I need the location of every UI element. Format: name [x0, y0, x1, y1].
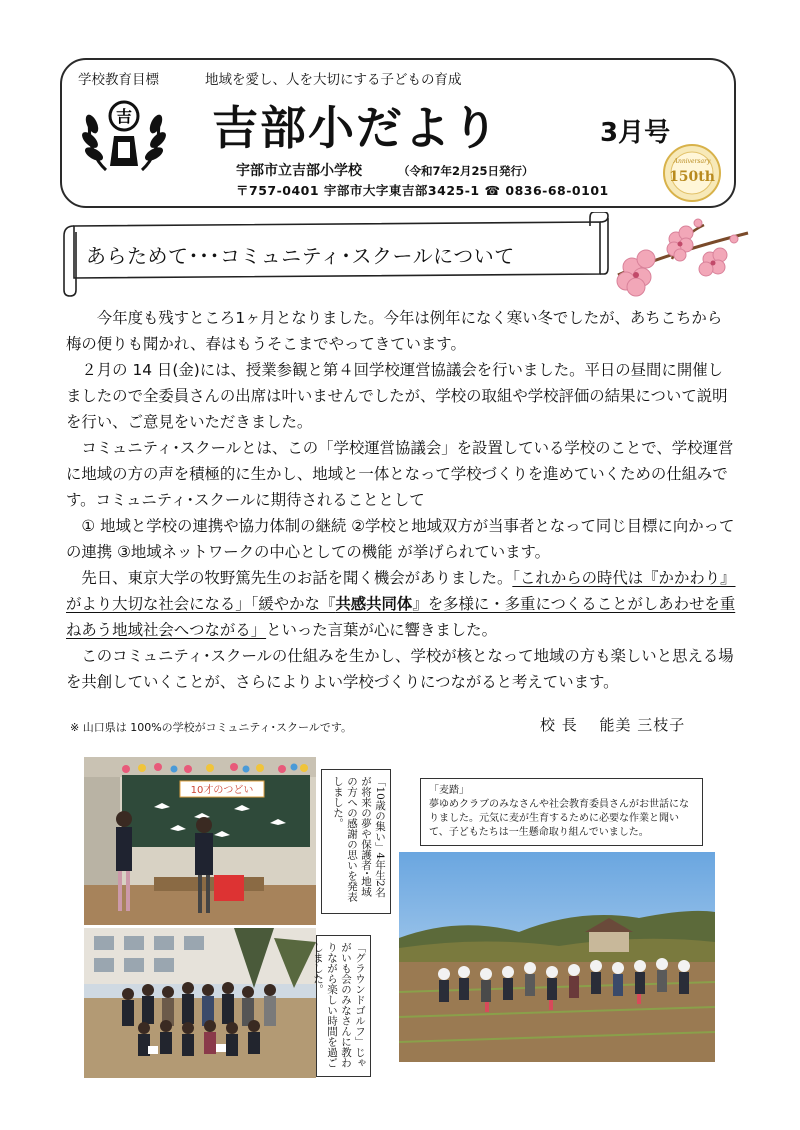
paragraph-5 [66, 565, 736, 643]
paragraph-5-intro: 先日、東京大学の牧野篤先生のお話を聞く機会がありました。 [81, 569, 513, 587]
plum-blossom-decoration [612, 215, 752, 300]
quote-bold: 共感共同体 [335, 595, 413, 613]
section-heading: あらためて･･･コミュニティ･スクールについて [86, 244, 515, 268]
caption-ten-year-ceremony: 「10歳の集い」4年生2名が将来の夢や保護者･地域の方への感謝の思いを発表しました。 [321, 769, 391, 914]
article-body [66, 305, 736, 695]
principal-signature: 校 長 能美 三枝子 [540, 716, 686, 734]
footnote: ※ 山口県は 100%の学校がコミュニティ･スクールです。 [70, 721, 352, 734]
school-goal-text: 地域を愛し、人を大切にする子どもの育成 [205, 72, 462, 88]
newsletter-title: 吉部小だより [212, 101, 500, 155]
school-goal-label: 学校教育目標 [78, 72, 159, 88]
paragraph-1: 今年度も残すところ1ヶ月となりました。今年は例年になく寒い冬でしたが、あちこちから梅の便りも聞かれ、春はもうそこまでやってきています。 [66, 309, 723, 353]
paragraph-3: コミュニティ･スクールとは、この「学校運営協議会」を設置している学校のことで、学校運営に地域の方の声を積極的に生かし、地域と一体となって学校づくりを進めていくための仕組みです。コミュニティ･スクールに期待されることとして [66, 439, 734, 509]
anniversary-badge [662, 143, 722, 203]
school-name: 宇部市立吉部小学校 [236, 163, 362, 179]
paragraph-2: ２月の 14 日(金)には、授業参観と第４回学校運営協議会を行いました。平日の昼間に開催しましたので全委員さんの出席は叶いませんでしたが、学校の取組や学校評価の結果について説明を行い、ご意見をいただきました。 [66, 361, 728, 431]
school-emblem [78, 90, 170, 182]
issue-label: 3月号 [600, 118, 671, 148]
quote-part-1: 「これからの時代は『かかわり』がより大切な社会になる」「緩やかな『 [66, 569, 736, 613]
paragraph-4: ① 地域と学校の連携や協力体制の継続 ②学校と地域双方が当事者となって同じ目標に向かっての連携 ③地域ネットワークの中心としての機能 が挙げられています。 [66, 517, 735, 561]
caption-ground-golf: 「グラウンドゴルフ」じゃがいも会のみなさんに教わりながら楽しい時間を過ごしました。 [316, 935, 371, 1077]
publish-date: （令和7年2月25日発行） [398, 164, 534, 178]
classroom-sign: 10才のつどい [190, 785, 254, 796]
caption-wheat-text: 夢ゆめクラブのみなさんや社会教育委員さんがお世話になりました。元気に麦が生育するために必要な作業と聞いて、子どもたちは一生懸命取り組んでいました。 [429, 799, 689, 838]
photo-ground-golf [84, 928, 316, 1078]
quote-part-2: 』を多様に・多重につくることがしあわせを重ねあう地域社会へつながる」 [66, 595, 736, 639]
badge-script: Anniversary [673, 158, 711, 165]
paragraph-6: このコミュニティ･スクールの仕組みを生かし、学校が核となって地域の方も楽しいと思える場を共創していくことが、さらによりよい学校づくりにつながると考えています。 [66, 647, 734, 691]
paragraph-5-end: といった言葉が心に響きました。 [266, 621, 497, 639]
photo-wheat-treading [399, 852, 715, 1062]
emblem-char: 吉 [115, 107, 133, 126]
badge-text: 150th [669, 169, 715, 185]
caption-wheat-treading [420, 778, 703, 846]
photo-ten-year-ceremony [84, 757, 316, 925]
school-address: 〒757-0401 宇部市大字東吉部3425-1 ☎ 0836-68-0101 [236, 183, 609, 198]
caption-wheat-title: 「麦踏」 [429, 785, 469, 796]
